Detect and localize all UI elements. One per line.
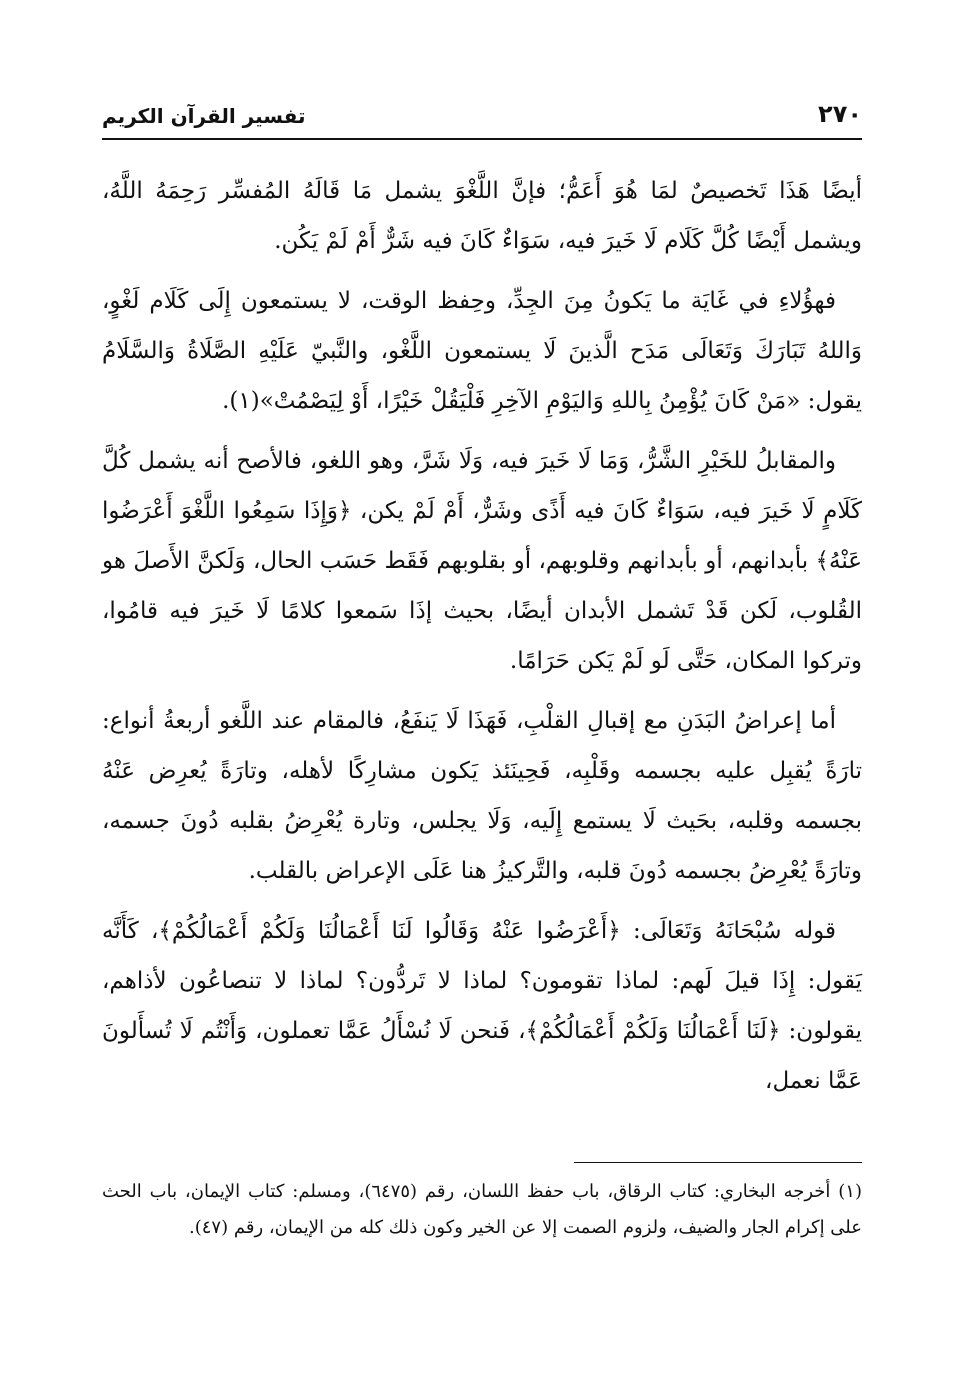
footnote: (١) أخرجه البخاري: كتاب الرقاق، باب حفظ اللسان، رقم (٦٤٧٥)، ومسلم: كتاب الإيمان، باب الحث على إكرام الجار والضيف، ولزوم الصمت إلا عن الخير وكون ذلك كله من الإيمان، رقم (٤٧). [102, 1181, 862, 1238]
paragraph-5: قوله سُبْحَانَهُ وَتَعَالَى: ﴿أَعْرَضُوا عَنْهُ وَقَالُوا لَنَا أَعْمَالُنَا وَلَكُمْ أَعْمَالُكُمْ﴾، كَأَنَّه يَقول: إِذَا قيلَ لَهم: لماذا تقومون؟ لماذا لا تَردُّون؟ لماذا لا تنصاعُون لأذاهم، يقولون: ﴿لَنَا أَعْمَالُنَا وَلَكُمْ أَعْمَالُكُمْ﴾، فَنحن لَا نُسْأَلُ عَمَّا تعملون، وَأَنْتُم لَا تُسأَلونَ عَمَّا نعمل، [102, 918, 862, 1094]
page-number: ٢٧٠ [818, 100, 862, 128]
page-body [102, 166, 862, 1116]
paragraph-3: والمقابلُ للخَيْرِ الشَّرُّ، وَمَا لَا خَيرَ فيه، وَلَا شَرَّ، وهو اللغو، فالأصح أنه يشمل كُلَّ كَلَامٍ لَا خَيرَ فيه، سَوَاءٌ كَانَ فيه أَذًى وشَرٌّ، أَمْ لَمْ يكن، ﴿وَإِذَا سَمِعُوا اللَّغْوَ أَعْرَضُوا عَنْهُ﴾ بأبدانهم، أو بأبدانهم وقلوبهم، أو بقلوبهم فَقَط حَسَب الحال، وَلَكنَّ الأَصلَ هو القُلوب، لَكن قَدْ تَشمل الأبدان أيضًا، بحيث إذَا سَمعوا كلامًا لَا خَيرَ فيه قامُوا، وتركوا المكان، حَتَّى لَو لَمْ يَكن حَرَامًا. [102, 448, 862, 674]
paragraph-2: فهؤُلاءِ في غَايَة ما يَكونُ مِنَ الجِدِّ، وحِفظ الوقت، لا يستمعون إِلَى كَلَام لَغْوٍ، وَاللهُ تَبَارَكَ وَتَعَالَى مَدَح الَّذينَ لَا يستمعون اللَّغْو، والنَّبيّ عَلَيْهِ الصَّلَاةُ وَالسَّلَامُ يقول: «مَنْ كَانَ يُؤْمِنُ بِاللهِ وَاليَوْمِ الآخِرِ فَلْيَقُلْ خَيْرًا، أَوْ لِيَصْمُتْ»(١). [102, 288, 862, 414]
footnote-divider [574, 1162, 862, 1163]
book-title: تفسير القرآن الكريم [102, 104, 306, 128]
paragraph-4: أما إعراضُ البَدَنِ مع إقبالِ القلْبِ، فَهَذَا لَا يَنفَعُ، فالمقام عند اللَّغو أربعةُ أنواع: تارَةً يُقبِل عليه بجسمه وقَلْبِه، فَحِينَئذ يَكون مشارِكًا لأهله، وتارَةً يُعرِض عَنْهُ بجسمه وقلبه، بحَيث لَا يستمع إِلَيه، وَلَا يجلس، وتارة يُعْرِضُ بقلبه دُونَ جسمه، وتارَةً يُعْرِضُ بجسمه دُونَ قلبه، والتَّركيزُ هنا عَلَى الإعراض بالقلب. [102, 708, 862, 884]
header-divider [102, 138, 862, 140]
paragraph-1: أيضًا هَذَا تَخصيصٌ لمَا هُوَ أَعَمُّ؛ فإنَّ اللَّغْوَ يشمل مَا قَالَهُ المُفسِّر رَحِمَهُ اللَّهُ، ويشمل أَيْضًا كُلَّ كَلَام لَا خَيرَ فيه، سَوَاءٌ كَانَ فيه شَرٌّ أَمْ لَمْ يَكُن. [102, 178, 862, 254]
page-header [102, 98, 862, 140]
